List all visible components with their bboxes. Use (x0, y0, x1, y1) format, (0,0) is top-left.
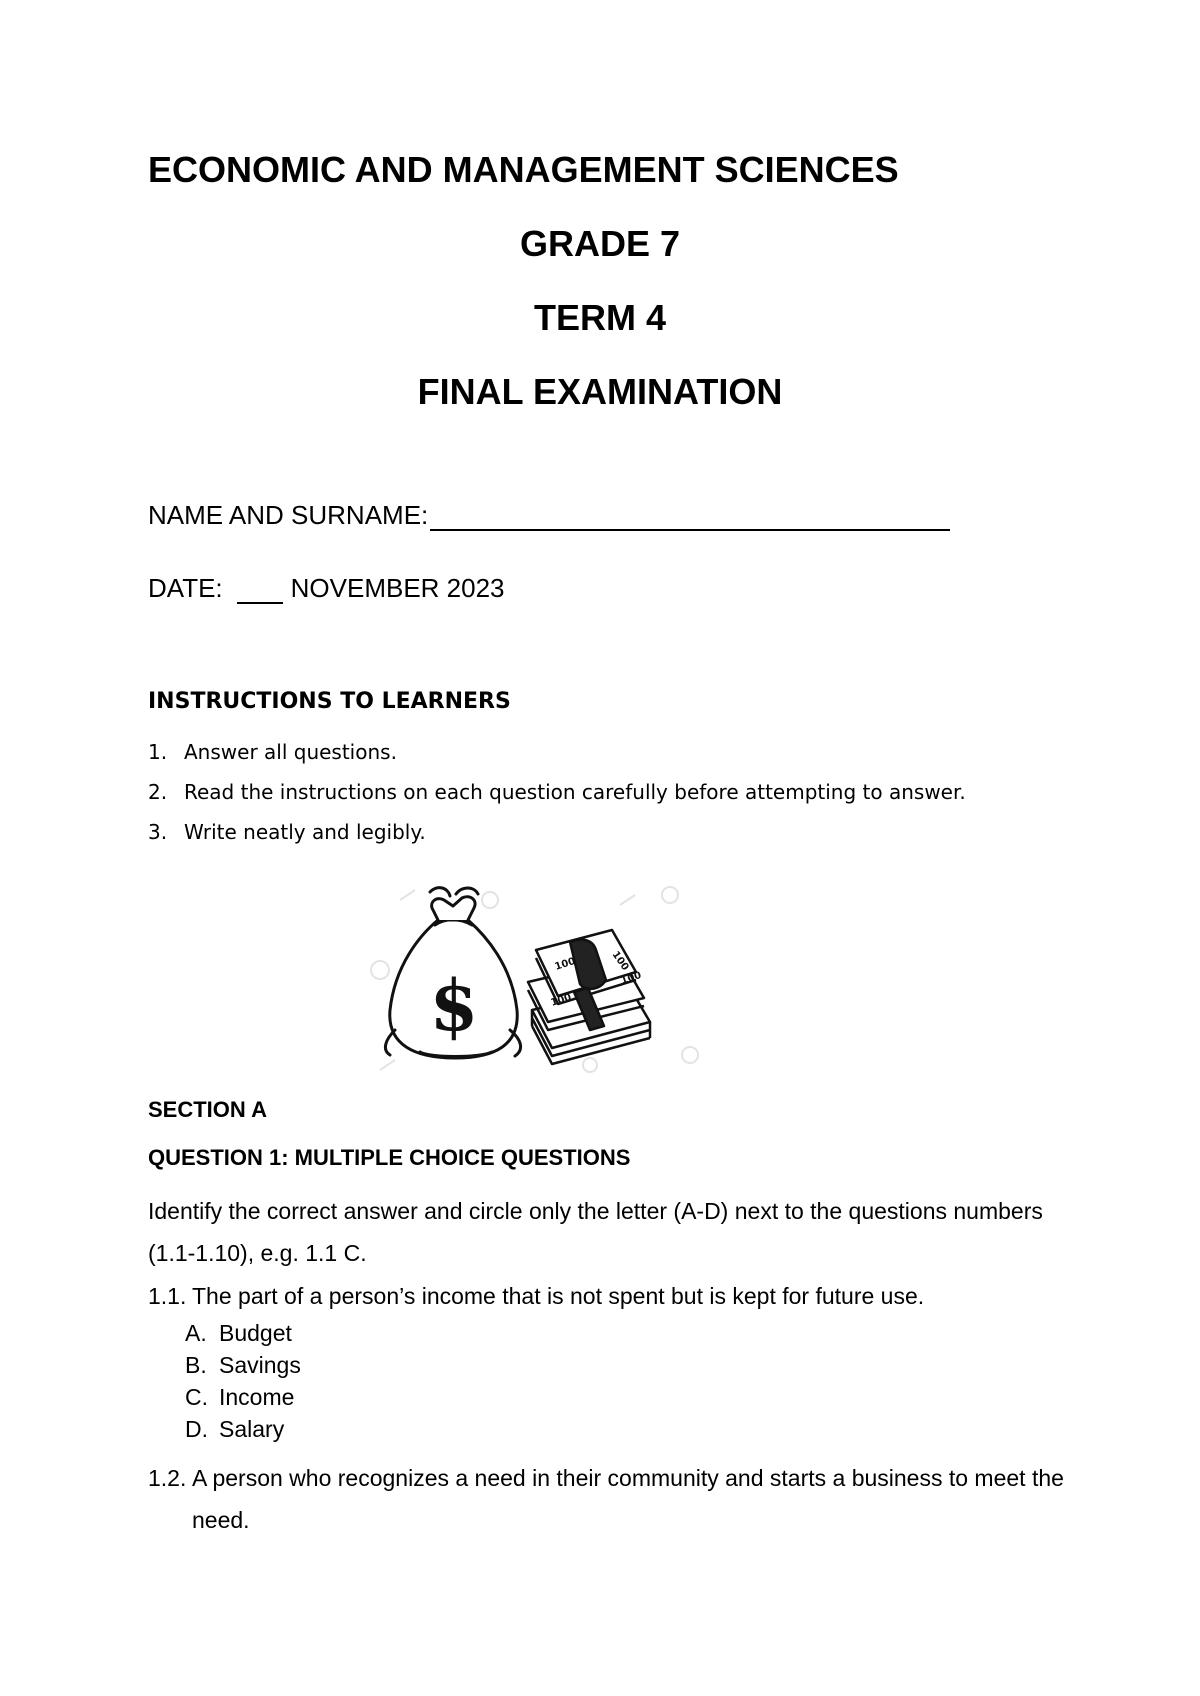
answer-option-a[interactable] (185, 1317, 301, 1349)
option-text: Salary (219, 1416, 285, 1442)
question-1-instructions: Identify the correct answer and circle only the letter (A-D) next to the questions numbers (1.1-1.10), e.g. 1.1 C. (148, 1198, 1043, 1266)
name-blank-line[interactable] (430, 503, 950, 531)
question-text: The part of a person’s income that is not spent but is kept for future use. (192, 1283, 925, 1309)
instructions-heading: INSTRUCTIONS TO LEARNERS (148, 689, 511, 714)
money-clipart (360, 880, 720, 1080)
option-text: Savings (219, 1352, 301, 1378)
name-label: NAME AND SURNAME: (148, 500, 429, 530)
question-1-heading: QUESTION 1: MULTIPLE CHOICE QUESTIONS (148, 1145, 631, 1170)
date-month-year: NOVEMBER 2023 (290, 573, 505, 603)
instruction-number: 3. (148, 820, 168, 844)
dollar-sign: $ (429, 964, 479, 1047)
answer-option-b[interactable] (185, 1349, 301, 1381)
section-a-heading: SECTION A (148, 1097, 267, 1122)
option-letter[interactable]: A. (185, 1320, 207, 1346)
date-day-blank-line[interactable] (237, 578, 283, 604)
option-letter[interactable]: C. (185, 1384, 208, 1410)
instruction-text: Read the instructions on each question carefully before attempting to answer. (184, 780, 966, 804)
instruction-text: Answer all questions. (184, 740, 397, 764)
instruction-item (148, 780, 966, 820)
instruction-number: 1. (148, 740, 168, 764)
answer-option-d[interactable] (185, 1413, 301, 1445)
instruction-item (148, 820, 966, 860)
name-field-row (148, 500, 950, 531)
instruction-text: Write neatly and legibly. (184, 820, 426, 844)
option-text: Income (219, 1384, 295, 1410)
question-number: 1.1. (148, 1283, 187, 1309)
term-title: TERM 4 (533, 297, 666, 338)
answer-option-c[interactable] (185, 1381, 301, 1413)
grade-title: GRADE 7 (519, 223, 681, 264)
option-letter[interactable]: D. (185, 1416, 208, 1442)
question-1-2 (148, 1457, 1072, 1541)
instruction-item (148, 740, 966, 780)
question-1-1 (148, 1275, 1072, 1317)
option-letter[interactable]: B. (185, 1352, 207, 1378)
cash-note-value-b: 100 (549, 991, 573, 1009)
option-text: Budget (219, 1320, 292, 1346)
instructions-list (148, 740, 966, 860)
question-number: 1.2. (148, 1465, 187, 1491)
cash-stack-icon (528, 930, 650, 1064)
cash-note-value-a: 100 (553, 955, 577, 973)
question-1-1-options (185, 1317, 301, 1445)
exam-title: FINAL EXAMINATION (417, 371, 783, 412)
instruction-number: 2. (148, 780, 168, 804)
cash-note-value-c: 100 (609, 949, 631, 973)
cash-note-value-d: 100 (619, 969, 643, 987)
subject-title: ECONOMIC AND MANAGEMENT SCIENCES (148, 149, 899, 190)
date-label: DATE: (148, 573, 223, 603)
date-field-row (148, 573, 505, 604)
question-text: A person who recognizes a need in their community and starts a business to meet the need. (192, 1465, 1064, 1533)
